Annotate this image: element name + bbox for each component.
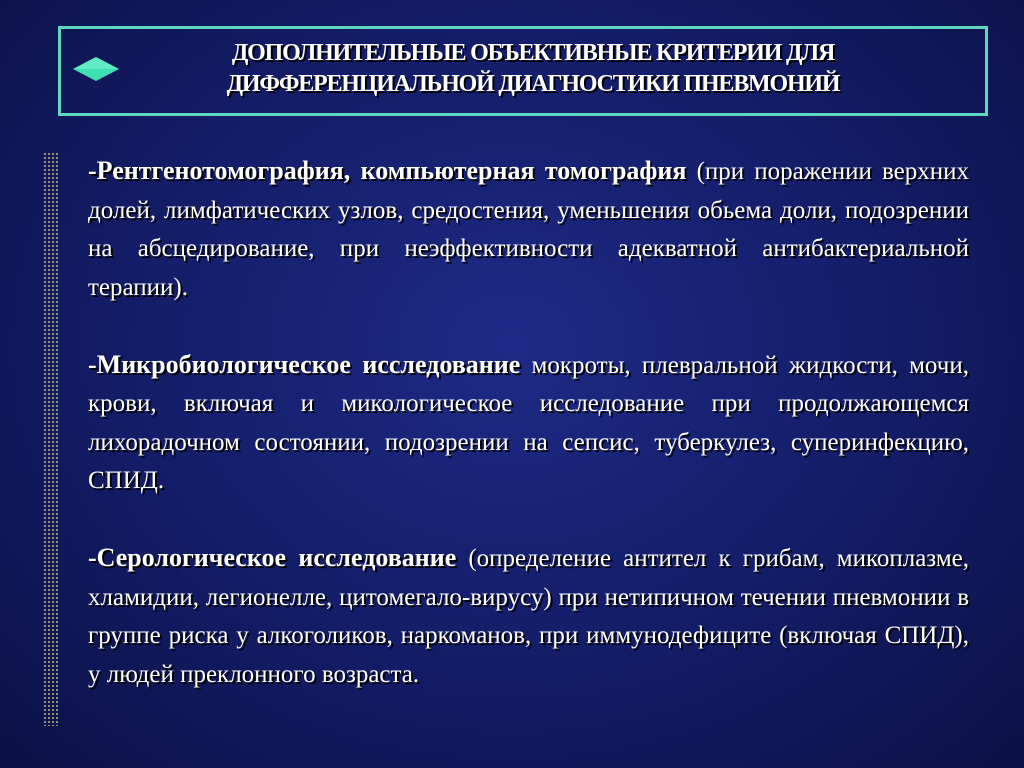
text-serology: (определение антител к грибам, микоплазме, хламидии, легионелле, цитомегало-вирусу) при нетипичном течении пневмонии в группе риска у алкоголиков, наркоманов, при иммунодефиците (включая СПИД), у людей преклонного возраста.	[88, 545, 969, 688]
paragraph-microbiology	[88, 346, 969, 501]
text-ct: (при поражении верхних долей, лимфатических узлов, средостения, уменьшения обьема доли, подозрении на абсцедирование, при неэффективности адекватной антибактериальной терапии).	[88, 158, 970, 301]
slide-title	[139, 38, 927, 100]
dotted-divider	[43, 152, 59, 726]
term-microbiology: -Микробиологическое исследование	[88, 349, 521, 379]
term-serology: -Серологическое исследование	[88, 543, 457, 572]
title-line-2: ДИФФЕРЕНЦИАЛЬНОЙ ДИАГНОСТИКИ ПНЕВМОНИЙ	[226, 71, 840, 97]
term-ct: -Рентгенотомография, компьютерная томография	[88, 156, 687, 185]
slide-body	[88, 152, 969, 694]
text-microbiology: мокроты, плевральной жидкости, мочи, крови, включая и микологическое исследование при продолжающемся лихорадочном состоянии, подозрении на сепсис, туберкулез, суперинфекцию, СПИД.	[88, 351, 969, 494]
paragraph-ct	[88, 152, 969, 307]
title-line-1: ДОПОЛНИТЕЛЬНЫЕ ОБЪЕКТИВНЫЕ КРИТЕРИИ ДЛЯ	[231, 40, 835, 66]
paragraph-serology	[88, 539, 969, 694]
title-frame	[58, 26, 988, 116]
diamond-icon	[73, 57, 119, 81]
